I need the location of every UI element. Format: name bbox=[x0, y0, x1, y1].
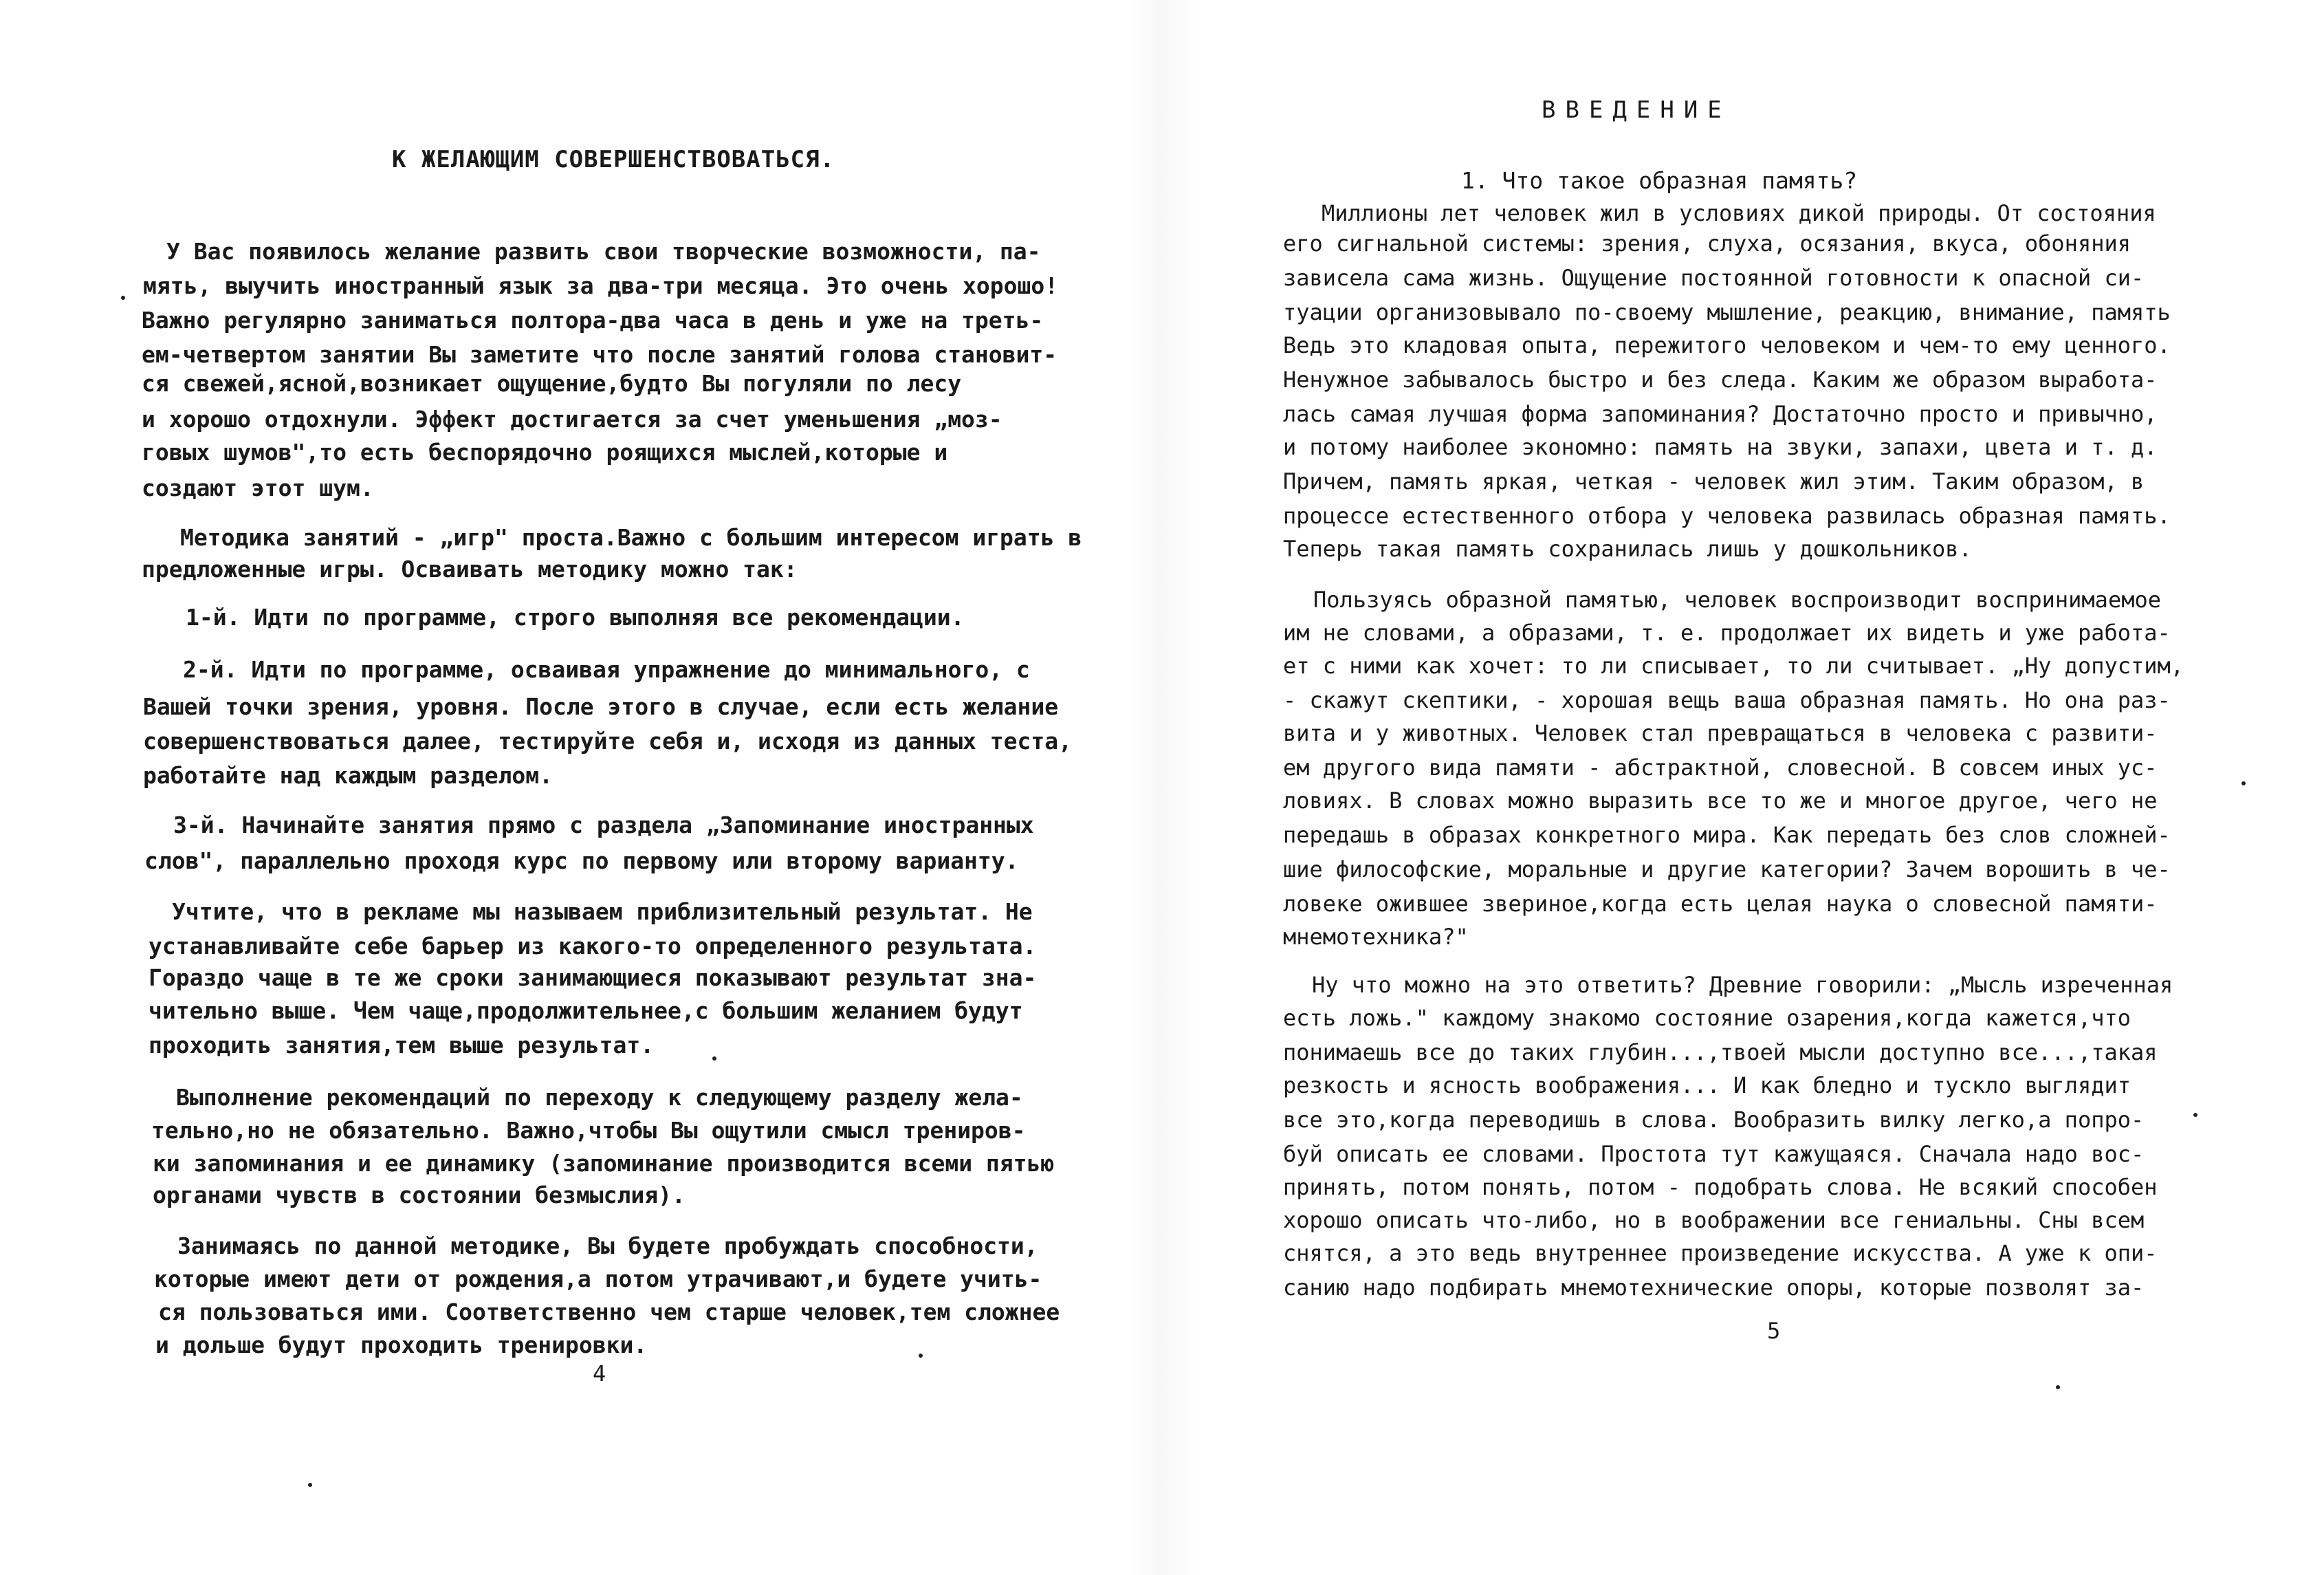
right-line-21: ловеке ожившее звериное,когда есть целая наука о словесной памяти- bbox=[1283, 891, 2158, 917]
left-line-13: Вашей точки зрения, уровня. После этого в случае, если есть желание bbox=[143, 693, 1059, 720]
right-line-9: Причем, память яркая, четкая - человек жил этим. Таким образом, в bbox=[1283, 468, 2145, 495]
right-line-18: ловиях. В словах можно выразить все то же и многое другое, чего не bbox=[1283, 788, 2158, 814]
left-line-9: Методика занятий - „игр" проста.Важно с большим интересом играть в bbox=[180, 524, 1082, 551]
left-line-15: работайте над каждым разделом. bbox=[143, 762, 553, 789]
left-line-22: проходить занятия,тем выше результат. bbox=[149, 1032, 655, 1058]
left-page-heading: К ЖЕЛАЮЩИМ СОВЕРШЕНСТВОВАТЬСЯ. bbox=[392, 146, 835, 173]
right-line-4: туации организовывало по-своему мышление, реакцию, внимание, память bbox=[1283, 299, 2171, 325]
right-line-25: понимаешь все до таких глубин...,твоей мысли доступно все...,такая bbox=[1283, 1039, 2158, 1065]
print-speck bbox=[919, 1354, 923, 1358]
left-line-27: Занимаясь по данной методике, Вы будете пробуждать способности, bbox=[177, 1232, 1038, 1259]
print-speck bbox=[712, 1056, 716, 1061]
right-line-1: Миллионы лет человек жил в условиях дикой природы. От состояния bbox=[1322, 200, 2156, 226]
print-speck bbox=[2241, 781, 2246, 785]
right-line-11: Теперь такая память сохранилась лишь у дошкольников. bbox=[1283, 536, 1972, 562]
right-page-subheading: 1. Что такое образная память? bbox=[1461, 167, 1858, 194]
right-line-8: и потому наиболее экономно: память на звуки, запахи, цвета и т. д. bbox=[1283, 434, 2158, 460]
right-line-15: - скажут скептики, - хорошая вещь ваша образная память. Но она раз- bbox=[1283, 687, 2171, 713]
left-line-16: 3-й. Начинайте занятия прямо с раздела „Запоминание иностранных bbox=[173, 812, 1034, 838]
right-line-19: передашь в образах конкретного мира. Как передать без слов сложней- bbox=[1283, 822, 2171, 848]
left-line-17: слов", параллельно проходя курс по первому или второму варианту. bbox=[144, 847, 1019, 874]
right-line-31: снятся, а это ведь внутреннее произведение искусства. А уже к опи- bbox=[1283, 1240, 2158, 1266]
right-line-20: шие философские, моральные и другие категории? Зачем ворошить в че- bbox=[1283, 856, 2171, 882]
right-line-6: Ненужное забывалось быстро и без следа. Каким же образом выработа- bbox=[1283, 367, 2158, 393]
right-line-5: Ведь это кладовая опыта, пережитого человеком и чем-то ему ценного. bbox=[1283, 332, 2171, 358]
right-page-number: 5 bbox=[1767, 1318, 1781, 1344]
left-line-7: говых шумов",то есть беспорядочно роящихся мыслей,которые и bbox=[142, 439, 948, 466]
print-speck bbox=[2056, 1385, 2060, 1389]
right-line-16: вита и у животных. Человек стал превращаться в человека с развити- bbox=[1283, 720, 2158, 746]
left-line-20: Гораздо чаще в те же сроки занимающиеся показывают результат зна- bbox=[149, 964, 1037, 991]
right-line-2: его сигнальной системы: зрения, слуха, осязания, вкуса, обоняния bbox=[1283, 230, 2131, 257]
right-line-17: ем другого вида памяти - абстрактной, словесной. В совсем иных ус- bbox=[1283, 754, 2158, 781]
left-line-23: Выполнение рекомендаций по переходу к следующему разделу жела- bbox=[176, 1084, 1023, 1111]
right-line-14: ет с ними как хочет: то ли списывает, то ли считывает. „Ну допустим, bbox=[1283, 653, 2184, 679]
right-line-13: им не словами, а образами, т. е. продолжает их видеть и уже работа- bbox=[1283, 620, 2171, 646]
right-line-32: санию надо подбирать мнемотехнические опоры, которые позволят за- bbox=[1283, 1274, 2145, 1301]
right-line-22: мнемотехника?" bbox=[1283, 924, 1469, 950]
print-speck bbox=[308, 1483, 312, 1487]
print-speck bbox=[121, 296, 125, 300]
right-line-24: есть ложь." каждому знакомо состояние озарения,когда кажется,что bbox=[1283, 1005, 2131, 1031]
right-line-10: процессе естественного отбора у человека развилась образная память. bbox=[1283, 503, 2171, 529]
right-line-26: резкость и ясность воображения... И как бледно и тускло выглядит bbox=[1283, 1072, 2131, 1098]
left-line-29: ся пользоваться ими. Соответственно чем старше человек,тем сложнее bbox=[158, 1299, 1060, 1325]
left-line-8: создают этот шум. bbox=[142, 475, 374, 501]
left-line-12: 2-й. Идти по программе, осваивая упражнение до минимального, с bbox=[183, 656, 1030, 683]
right-page-heading: ВВЕДЕНИЕ bbox=[1542, 96, 1731, 124]
left-line-1: У Вас появилось желание развить свои творческие возможности, па- bbox=[166, 238, 1041, 265]
left-line-10: предложенные игры. Осваивать методику можно так: bbox=[142, 556, 798, 583]
right-line-28: буй описать ее словами. Простота тут кажущаяся. Сначала надо вос- bbox=[1283, 1141, 2145, 1167]
left-line-4: ем-четвертом занятии Вы заметите что после занятий голова становит- bbox=[142, 341, 1057, 368]
right-line-3: зависела сама жизнь. Ощущение постоянной готовности к опасной си- bbox=[1283, 265, 2145, 291]
left-line-28: которые имеют дети от рождения,а потом утрачивают,и будете учить- bbox=[154, 1266, 1042, 1292]
left-line-19: устанавливайте себе барьер из какого-то определенного результата. bbox=[149, 933, 1037, 959]
right-line-29: принять, потом понять, потом - подобрать слова. Не всякий способен bbox=[1283, 1174, 2158, 1200]
left-line-14: совершенствоваться далее, тестируйте себя и, исходя из данных теста, bbox=[143, 728, 1073, 754]
left-line-25: ки запоминания и ее динамику (запоминание производится всеми пятью bbox=[153, 1150, 1055, 1177]
left-line-30: и дольше будут проходить тренировки. bbox=[155, 1332, 648, 1358]
left-line-3: Важно регулярно заниматься полтора-два часа в день и уже на треть- bbox=[142, 307, 1044, 334]
left-page-number: 4 bbox=[593, 1360, 606, 1387]
right-line-7: лась самая лучшая форма запоминания? Достаточно просто и привычно, bbox=[1283, 401, 2158, 427]
right-page bbox=[1162, 0, 2324, 1575]
left-line-18: Учтите, что в рекламе мы называем приблизительный результат. Не bbox=[172, 898, 1033, 925]
right-line-30: хорошо описать что-либо, но в воображении все гениальны. Сны всем bbox=[1283, 1207, 2145, 1233]
left-line-6: и хорошо отдохнули. Эффект достигается за счет уменьшения „моз- bbox=[142, 406, 1002, 433]
left-line-26: органами чувств в состоянии безмыслия). bbox=[153, 1182, 686, 1208]
right-line-23: Ну что можно на это ответить? Древние говорили: „Мысль изреченная bbox=[1312, 972, 2173, 998]
left-line-11: 1-й. Идти по программе, строго выполняя все рекомендации. bbox=[186, 604, 965, 631]
print-speck bbox=[2193, 1113, 2197, 1117]
right-line-27: все это,когда переводишь в слова. Вообразить вилку легко,а попро- bbox=[1283, 1107, 2145, 1133]
left-line-2: мять, выучить иностранный язык за два-три месяца. Это очень хорошо! bbox=[143, 272, 1059, 299]
left-line-24: тельно,но не обязательно. Важно,чтобы Вы ощутили смысл трениров- bbox=[151, 1117, 1026, 1144]
left-line-21: чительно выше. Чем чаще,продолжительнее,с большим желанием будут bbox=[149, 997, 1023, 1024]
left-line-5: ся свежей,ясной,возникает ощущение,будто Вы погуляли по лесу bbox=[142, 370, 962, 397]
right-line-12: Пользуясь образной памятью, человек воспроизводит воспринимаемое bbox=[1313, 587, 2161, 613]
